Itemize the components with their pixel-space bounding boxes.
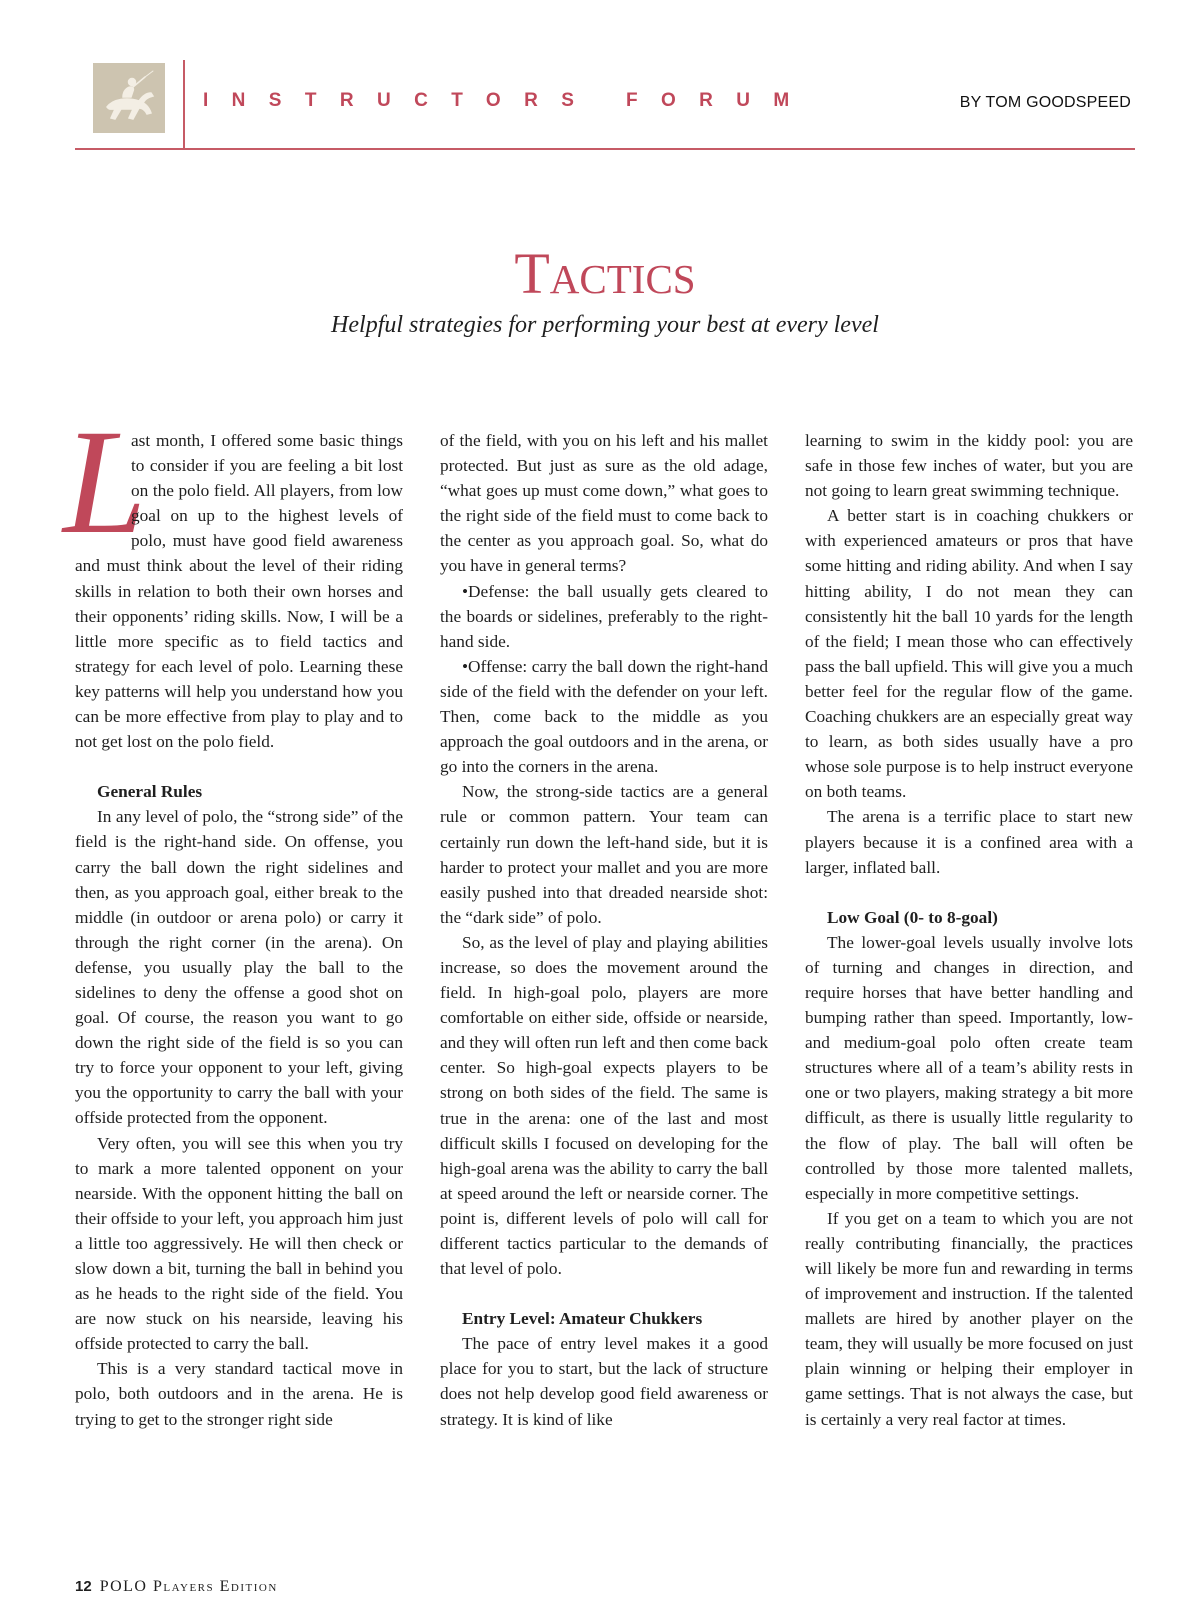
paragraph: In any level of polo, the “strong side” of the field is the right-hand side. On offense, you carry the ball down the right sidelines and then, as you approach goal, either break to the middle (in outdoor or arena polo) or carry it through the right corner (in the arena). On defense, you usually play the ball to the sidelines to deny the offense a good shot on goal. Of course, the reason you want to go down the right side of the field is so you can try to force your opponent to your left, giving you the opportunity to carry the ball with your offside protected from the opponent.: [75, 807, 403, 1128]
page-number: 12: [75, 1578, 92, 1595]
article-column-1: [63, 399, 403, 1432]
paragraph: of the field, with you on his left and his mallet protected. But just as sure as the old adage, “what goes up must come down,” what goes to the right side of the field must to come back to the center as you approach goal. So, what do you have in general terms?: [440, 431, 768, 576]
article-subtitle: Helpful strategies for performing your best at every level: [331, 312, 879, 338]
paragraph: Now, the strong-side tactics are a general rule or common pattern. Your team can certainly run down the left-hand side, but it is harder to protect your mallet and you are more easily pushed into that dreaded nearside shot: the “dark side” of polo.: [440, 782, 768, 927]
page-footer: [75, 1578, 278, 1596]
section-heading: Entry Level: Amateur Chukkers: [462, 1309, 703, 1329]
paragraph: Very often, you will see this when you try to mark a more talented opponent on your nearside. With the opponent hitting the ball on their offside to your left, you approach him just a little too aggressively. He will then check or slow down a bit, turning the ball in behind you as he heads to the right side of the field. You are now stuck on his nearside, leaving his offside protected to carry the ball.: [75, 1133, 403, 1354]
bullet-defense: •Defense: the ball usually gets cleared to the boards or sidelines, preferably to the right-hand side.: [440, 581, 768, 651]
header-rule: [75, 148, 1135, 150]
paragraph: A better start is in coaching chukkers or with experienced amateurs or pros that have some hitting and riding ability. And when I say hitting ability, I do not mean they can consistently hit the ball 10 yards for the length of the field; I mean those who can effectively pass the ball upfield. This will give you a much better feel for the regular flow of the game. Coaching chukkers are an especially great way to learn, as both sides usually have a pro whose sole purpose is to help instruct everyone on both teams.: [805, 506, 1133, 802]
paragraph: The pace of entry level makes it a good place for you to start, but the lack of structure does not help develop good field awareness or strategy. It is kind of like: [440, 1334, 768, 1429]
section-title: INSTRUCTORS FORUM: [203, 90, 813, 111]
paragraph: If you get on a team to which you are not really contributing financially, the practices will likely be more fun and rewarding in terms of improvement and instruction. If the talented mallets are hired by another player on the team, they will usually be more focused on just plain winning or helping their employer in game settings. That is not always the case, but is certainly a very real factor at times.: [805, 1208, 1133, 1429]
paragraph: So, as the level of play and playing abilities increase, so does the movement around the field. In high-goal polo, players are more comfortable on either side, offside or nearside, and they will often run left and then come back center. So high-goal expects players to be strong on both sides of the field. The same is true in the arena: one of the last and most difficult skills I focused on developing for the high-goal arena was the ability to carry the ball at speed around the left or nearside corner. The point is, different levels of polo will call for different tactics particular to the demands of that level of polo.: [440, 932, 768, 1279]
drop-cap: L: [63, 399, 147, 565]
paragraph: learning to swim in the kiddy pool: you are safe in those few inches of water, but you are not going to learn great swimming technique.: [805, 431, 1133, 501]
article-column-2: [440, 428, 768, 1432]
section-heading: General Rules: [97, 782, 203, 802]
polo-player-logo-icon: [93, 63, 165, 133]
paragraph: L ast month, I offered some basic things to consider if you are feeling a bit lost on the polo field. All players, from low goal on up to the highest levels of polo, must have good field awareness and must think about the level of their riding skills in relation to both their own horses and their opponents’ riding skills. Now, I will be a little more specific as to field tactics and strategy for each level of polo. Learning these key patterns will help you understand how you can be more effective from play to play and to not get lost on the polo field.: [63, 399, 403, 752]
article-column-3: [805, 428, 1133, 1432]
byline: BY TOM GOODSPEED: [959, 94, 1131, 111]
bullet-offense: •Offense: carry the ball down the right-hand side of the field with the defender on your left. Then, come back to the middle as you approach the goal outdoors and in the arena, or go into the corners in the arena.: [440, 656, 768, 777]
paragraph: The lower-goal levels usually involve lots of turning and changes in direction, and require horses that have better handling and bumping rather than speed. Importantly, low- and medium-goal polo often create team structures where all of a team’s ability rests in one or two players, making strategy a bit more difficult, as there is usually little regularity to the flow of play. The ball will often be controlled by those more talented mallets, especially in more competitive settings.: [805, 932, 1133, 1203]
section-heading: Low Goal (0- to 8-goal): [827, 907, 998, 927]
paragraph: This is a very standard tactical move in polo, both outdoors and in the arena. He is trying to get to the stronger right side: [75, 1359, 403, 1429]
article-title: Tactics: [514, 241, 696, 306]
header-divider: [183, 60, 185, 148]
paragraph: The arena is a terrific place to start new players because it is a confined area with a larger, inflated ball.: [805, 807, 1133, 877]
publication-name: POLO Players Edition: [99, 1578, 278, 1595]
page-header: [75, 60, 1135, 150]
